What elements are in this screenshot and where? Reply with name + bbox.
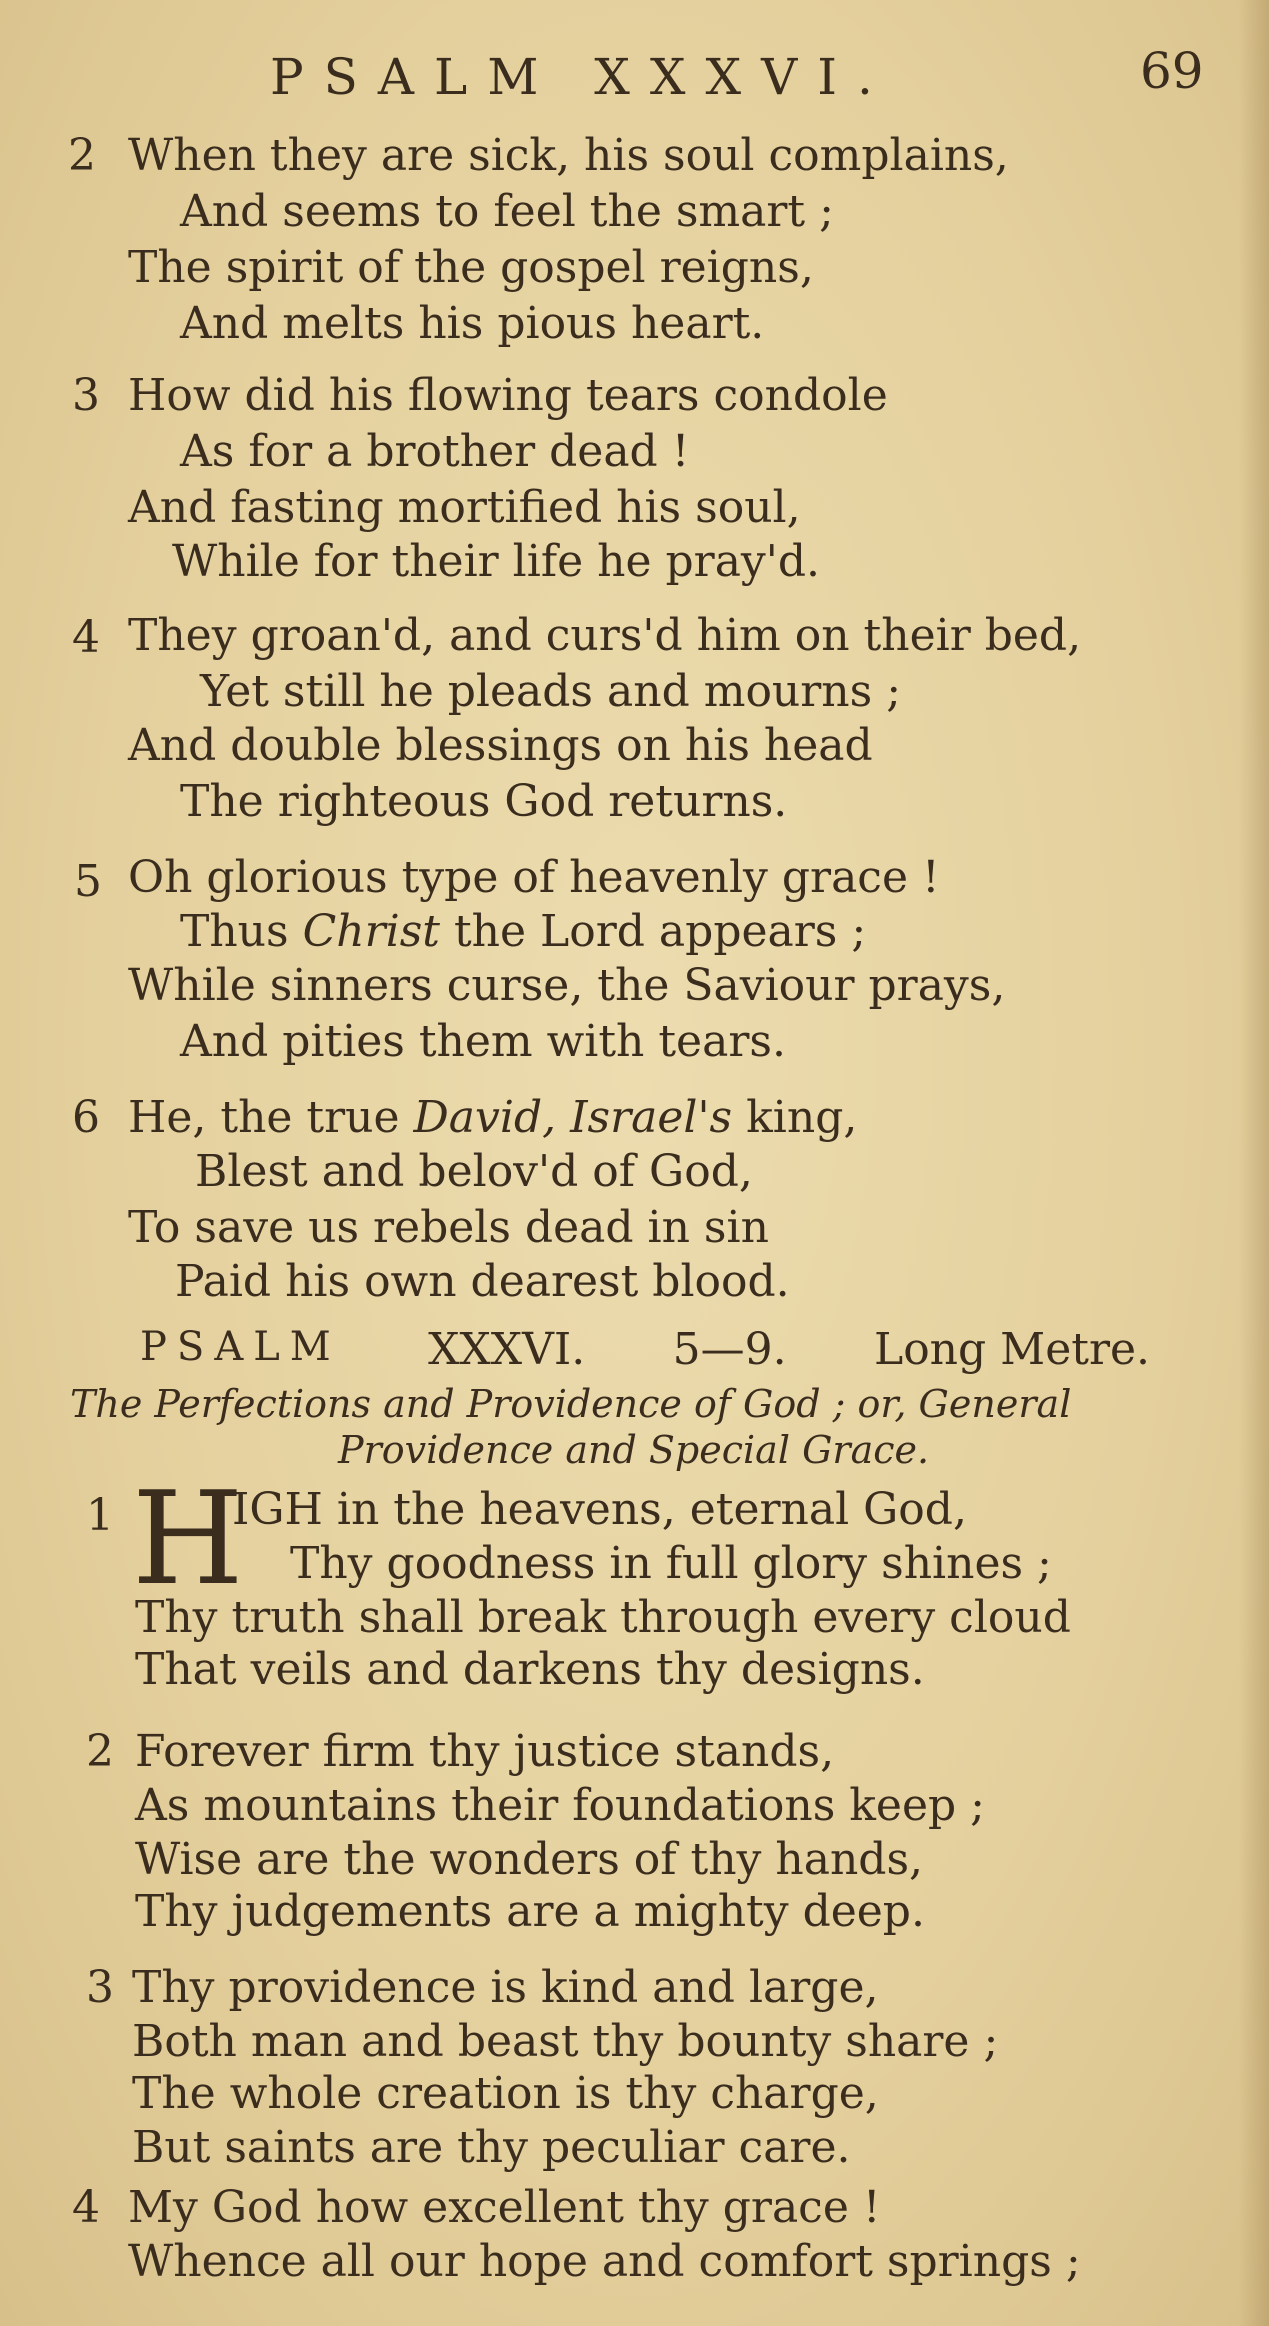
verse-line: While for their life he pray'd. <box>172 536 821 587</box>
stanza-number: 4 <box>72 612 100 663</box>
verse-word: Thus <box>180 906 289 957</box>
verse-line: As for a brother dead ! <box>180 426 690 477</box>
stanza-number: 2 <box>86 1726 114 1777</box>
verse-line: While sinners curse, the Saviour prays, <box>128 960 1006 1011</box>
verse-line: And pities them with tears. <box>180 1016 786 1067</box>
page-header <box>0 40 1269 110</box>
verse-line: IGH in the heavens, eternal God, <box>232 1484 967 1535</box>
verse-line: The spirit of the gospel reigns, <box>128 242 814 293</box>
verse-line: When they are sick, his soul complains, <box>128 130 1009 181</box>
verse-line: And double blessings on his head <box>128 720 873 771</box>
verse-line: Whence all our hope and comfort springs ; <box>128 2236 1081 2287</box>
verse-word: the Lord appears ; <box>453 906 867 957</box>
verse-line: Thy judgements are a mighty deep. <box>135 1886 925 1937</box>
verse-line: Yet still he pleads and mourns ; <box>200 666 902 717</box>
stanza-number: 3 <box>86 1962 114 2013</box>
running-title: PSALM XXXVI. <box>270 48 893 106</box>
verse-word-italic: Christ <box>302 906 440 957</box>
stanza-number: 5 <box>74 856 102 907</box>
verse-line: That veils and darkens thy designs. <box>135 1644 925 1695</box>
verse-line: As mountains their foundations keep ; <box>135 1780 985 1831</box>
stanza-number: 1 <box>86 1490 114 1541</box>
verse-line: Paid his own dearest blood. <box>175 1256 790 1307</box>
section-heading <box>140 1324 1150 1375</box>
verse-line: And fasting mortified his soul, <box>128 482 801 533</box>
verse-line: They groan'd, and curs'd him on their bed, <box>128 610 1082 661</box>
verse-line: The whole creation is thy charge, <box>132 2068 879 2119</box>
verse-line: Oh glorious type of heavenly grace ! <box>128 852 940 903</box>
verse-word-italic: David, Israel's <box>413 1092 733 1143</box>
verse-line: And melts his pious heart. <box>180 298 765 349</box>
verse-line: To save us rebels dead in sin <box>128 1202 769 1253</box>
verse-word: He, the true <box>128 1092 400 1143</box>
verse-line <box>180 906 866 958</box>
psalm-word: PSALM <box>140 1324 341 1370</box>
stanza-number: 4 <box>72 2182 100 2233</box>
verse-line: But saints are thy peculiar care. <box>132 2122 851 2173</box>
section-subtitle: Providence and Special Grace. <box>338 1428 930 1472</box>
verse-line: The righteous God returns. <box>180 776 788 827</box>
verse-line: My God how excellent thy grace ! <box>128 2182 881 2233</box>
verse-range: 5—9. <box>672 1324 787 1375</box>
verse-line: Wise are the wonders of thy hands, <box>135 1834 924 1885</box>
verse-line: Thy truth shall break through every cloud <box>135 1592 1071 1643</box>
verse-word: king, <box>746 1092 858 1143</box>
verse-line: Both man and beast thy bounty share ; <box>132 2016 999 2067</box>
verse-line: Blest and belov'd of God, <box>195 1146 753 1197</box>
verse-line: Thy providence is kind and large, <box>132 1962 879 2013</box>
page-edge-shading <box>1239 0 1269 2326</box>
page-number: 69 <box>1140 42 1204 100</box>
verse-line: How did his flowing tears condole <box>128 370 888 421</box>
section-subtitle: The Perfections and Providence of God ; or, General <box>70 1382 1072 1426</box>
stanza-number: 2 <box>68 130 96 181</box>
stanza-number: 6 <box>72 1092 100 1143</box>
verse-line <box>128 1092 857 1144</box>
drop-cap: H <box>132 1465 244 1614</box>
verse-line: And seems to feel the smart ; <box>180 186 834 237</box>
psalm-number: XXXVI. <box>428 1324 586 1375</box>
stanza-number: 3 <box>72 370 100 421</box>
metre: Long Metre. <box>873 1324 1150 1375</box>
verse-line: Thy goodness in full glory shines ; <box>290 1538 1052 1589</box>
verse-line: Forever firm thy justice stands, <box>135 1726 835 1777</box>
